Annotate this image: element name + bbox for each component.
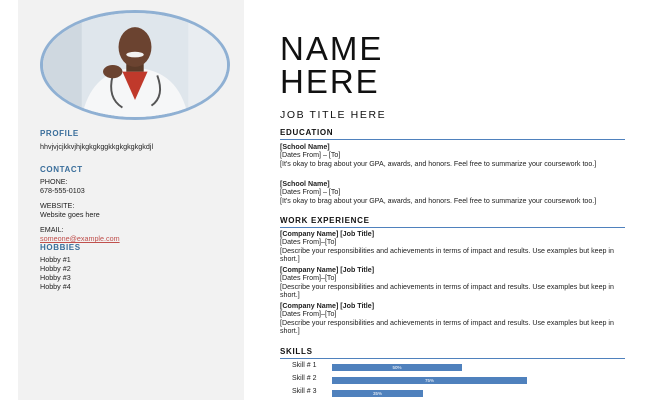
skill-label: Skill # 2 <box>292 375 317 382</box>
company-job-title: [Company Name] [Job Title] <box>280 302 375 310</box>
school-name: [School Name] <box>280 143 330 151</box>
skill-row <box>280 362 625 372</box>
work-description: [Describe your responsibilities and achievements in terms of impact and results. Use examples but keep in short.] <box>280 246 614 264</box>
work-heading: WORK EXPERIENCE <box>280 216 625 228</box>
doctor-photo-icon <box>43 13 227 117</box>
skill-row <box>280 375 625 385</box>
work-dates: [Dates From]–[To] <box>280 238 337 247</box>
skill-bar <box>332 377 527 384</box>
skill-percent: 75% <box>424 378 434 383</box>
school-name: [School Name] <box>280 180 330 188</box>
skill-label: Skill # 1 <box>292 362 317 369</box>
skill-bar <box>332 390 423 397</box>
education-description: [It's okay to brag about your GPA, awards, and honors. Feel free to summarize your coursework too.] <box>280 159 597 168</box>
hobbies-section <box>40 243 240 291</box>
phone-label: PHONE: <box>40 177 68 186</box>
education-entry <box>280 180 625 205</box>
job-title: JOB TITLE HERE <box>280 109 387 121</box>
profile-section <box>40 129 240 151</box>
phone-value: 678-555-0103 <box>40 186 85 195</box>
website-label: WEBSITE: <box>40 201 75 210</box>
skill-label: Skill # 3 <box>292 388 317 395</box>
work-entry <box>280 302 625 336</box>
skill-percent: 35% <box>372 391 382 396</box>
contact-section <box>40 165 240 243</box>
website-value: Website goes here <box>40 210 100 219</box>
skill-bar <box>332 364 462 371</box>
profile-text: hhvjvjcjkkvjhjkgkgkggkkgkgkgkgkdjl <box>40 142 154 151</box>
profile-photo <box>40 10 230 120</box>
work-dates: [Dates From]–[To] <box>280 310 337 319</box>
education-heading: EDUCATION <box>280 128 625 140</box>
work-dates: [Dates From]–[To] <box>280 274 337 283</box>
work-description: [Describe your responsibilities and achievements in terms of impact and results. Use examples but keep in short.] <box>280 282 614 300</box>
work-description: [Describe your responsibilities and achievements in terms of impact and results. Use examples but keep in short.] <box>280 318 614 336</box>
hobby-item: Hobby #1 <box>40 255 71 264</box>
company-job-title: [Company Name] [Job Title] <box>280 266 375 274</box>
work-entry <box>280 230 625 264</box>
name-line-2: HERE <box>280 63 380 100</box>
hobby-item: Hobby #3 <box>40 273 71 282</box>
education-entry <box>280 143 625 168</box>
email-label: EMAIL: <box>40 225 64 234</box>
skills-heading: SKILLS <box>280 347 625 359</box>
education-description: [It's okay to brag about your GPA, awards, and honors. Feel free to summarize your coursework too.] <box>280 196 597 205</box>
skill-percent: 50% <box>392 365 402 370</box>
education-dates: [Dates From] – [To] <box>280 188 341 197</box>
work-entry <box>280 266 625 300</box>
profile-heading: PROFILE <box>40 129 79 138</box>
email-link[interactable]: someone@example.com <box>40 234 120 243</box>
name-line-1: NAME <box>280 30 384 67</box>
skill-row <box>280 388 625 398</box>
company-job-title: [Company Name] [Job Title] <box>280 230 375 238</box>
hobby-item: Hobby #4 <box>40 282 71 291</box>
name-heading <box>280 32 383 98</box>
contact-heading: CONTACT <box>40 165 83 174</box>
hobby-item: Hobby #2 <box>40 264 71 273</box>
hobbies-heading: HOBBIES <box>40 243 81 252</box>
education-dates: [Dates From] – [To] <box>280 151 341 160</box>
